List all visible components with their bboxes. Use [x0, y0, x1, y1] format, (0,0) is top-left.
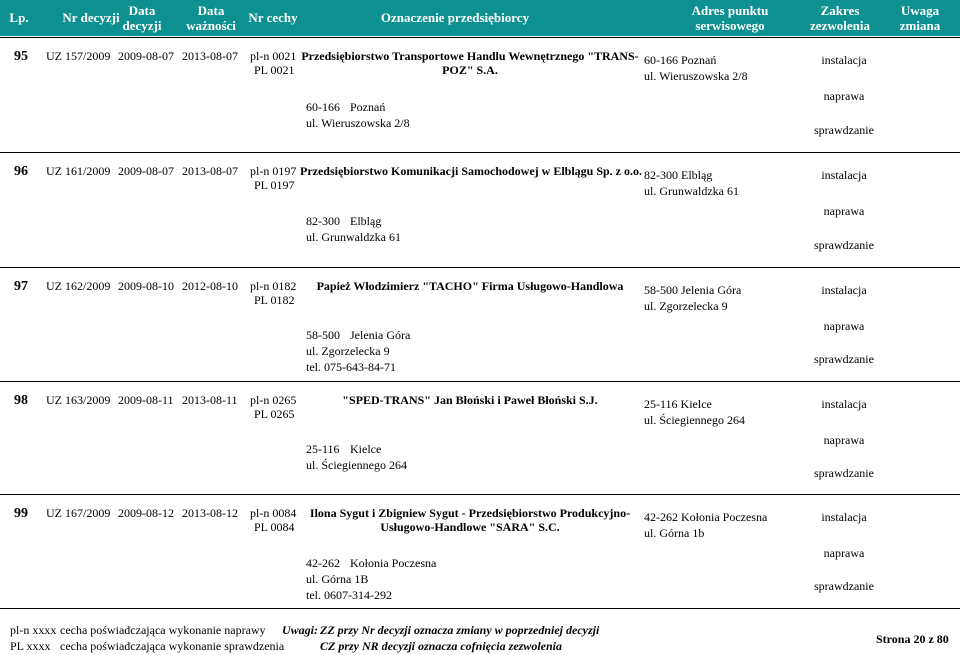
row-nr-decyzji: UZ 163/2009: [46, 393, 111, 407]
note-zz: ZZ przy Nr decyzji oznacza zmiany w poprzedniej decyzji: [320, 623, 600, 637]
header-adres-line2: serwisowego: [695, 18, 765, 33]
row-address-street: ul. Górna 1B: [306, 572, 369, 586]
row-scope-naprawa: naprawa: [823, 319, 865, 333]
header-data-decyzji-line1: Data: [128, 3, 156, 18]
row-address-city: Kielce: [350, 442, 382, 456]
row-divider: [0, 608, 960, 609]
header-data-decyzji: [112, 3, 172, 33]
row-data-decyzji: 2009-08-11: [118, 393, 174, 407]
row-scope-instalacja: instalacja: [821, 283, 867, 297]
row-scope-naprawa: naprawa: [823, 546, 865, 560]
row-address-code: 58-500: [306, 328, 340, 342]
legend-code-naprawy: pl-n xxxx: [10, 623, 57, 637]
header-data-waznosci-line1: Data: [197, 3, 225, 18]
header-uwaga: [880, 3, 960, 33]
row-scope-sprawdzanie: sprawdzanie: [814, 238, 874, 252]
row-data-waznosci: 2012-08-10: [182, 279, 238, 293]
header-uwaga-line2: zmiana: [899, 18, 941, 33]
row-divider: [0, 267, 960, 268]
row-company-name: Papież Włodzimierz "TACHO" Firma Usługowo-Handlowa: [316, 279, 624, 293]
legend-text-naprawy: cecha poświadczająca wykonanie naprawy: [60, 623, 266, 637]
row-service-address-line1: 25-116 Kielce: [644, 397, 712, 411]
row-company-name: Przedsiębiorstwo Transportowe Handlu Wewnętrznego "TRANS-: [301, 49, 639, 63]
row-address-city: Poznań: [350, 100, 386, 114]
page-footer: [0, 620, 960, 655]
table-header: [0, 0, 960, 36]
note-cz: CZ przy NR decyzji oznacza cofnięcia zezwolenia: [320, 639, 562, 653]
row-service-address-line1: 82-300 Elbląg: [644, 168, 713, 182]
row-address-code: 25-116: [306, 442, 340, 456]
row-data-waznosci: 2013-08-12: [182, 506, 238, 520]
row-cecha-sprawdzenia: PL 0021: [254, 63, 295, 77]
legend-code-sprawdzenia: PL xxxx: [10, 639, 51, 653]
row-scope-sprawdzanie: sprawdzanie: [814, 123, 874, 137]
row-address-street: ul. Wieruszowska 2/8: [306, 116, 410, 130]
row-scope-sprawdzanie: sprawdzanie: [814, 352, 874, 366]
header-bottom-rule: [0, 37, 960, 38]
header-adres: [660, 3, 800, 33]
row-data-decyzji: 2009-08-10: [118, 279, 174, 293]
notes-label: Uwagi:: [282, 623, 318, 637]
row-scope-instalacja: instalacja: [821, 53, 867, 67]
row-data-waznosci: 2013-08-07: [182, 164, 238, 178]
row-lp: 95: [14, 49, 28, 64]
row-service-address-line1: 60-166 Poznań: [644, 53, 717, 67]
row-cecha-sprawdzenia: PL 0265: [254, 407, 295, 421]
row-address-street: ul. Zgorzelecka 9: [306, 344, 390, 358]
row-address-code: 82-300: [306, 214, 340, 228]
row-address-street: ul. Grunwaldzka 61: [306, 230, 401, 244]
row-divider: [0, 494, 960, 495]
row-company-name-cont: POZ" S.A.: [442, 63, 498, 77]
row-address-tel: tel. 075-643-84-71: [306, 360, 396, 374]
row-scope-instalacja: instalacja: [821, 168, 867, 182]
header-data-decyzji-line2: decyzji: [122, 18, 162, 33]
row-company-name: "SPED-TRANS" Jan Błoński i Paweł Błoński S.J.: [342, 393, 598, 407]
row-scope-naprawa: naprawa: [823, 89, 865, 103]
header-lp: Lp.: [9, 10, 29, 25]
row-service-address-line2: ul. Zgorzelecka 9: [644, 299, 728, 313]
row-cecha-sprawdzenia: PL 0197: [254, 178, 295, 192]
page-number: Strona 20 z 80: [876, 632, 949, 646]
row-lp: 96: [14, 164, 28, 179]
row-data-decyzji: 2009-08-07: [118, 49, 174, 63]
row-lp: 97: [14, 279, 28, 294]
row-address-city: Kołonia Poczesna: [350, 556, 437, 570]
row-company-name-cont: Usługowo-Handlowe "SARA" S.C.: [380, 520, 560, 534]
row-address-city: Jelenia Góra: [350, 328, 411, 342]
header-uwaga-line1: Uwaga: [900, 3, 940, 18]
row-service-address-line2: ul. Ściegiennego 264: [644, 413, 745, 427]
row-service-address-line1: 58-500 Jelenia Góra: [644, 283, 742, 297]
row-lp: 99: [14, 506, 28, 521]
row-address-tel: tel. 0607-314-292: [306, 588, 392, 602]
header-zakres-line2: zezwolenia: [810, 18, 870, 33]
header-data-waznosci: [176, 3, 246, 33]
legend-text-sprawdzenia: cecha poświadczająca wykonanie sprawdzenia: [60, 639, 285, 653]
header-adres-line1: Adres punktu: [691, 3, 769, 18]
row-service-address-line2: ul. Wieruszowska 2/8: [644, 69, 748, 83]
header-nr-decyzji: Nr decyzji: [62, 10, 120, 25]
row-service-address-line2: ul. Górna 1b: [644, 526, 705, 540]
row-scope-naprawa: naprawa: [823, 433, 865, 447]
header-data-waznosci-line2: ważności: [186, 18, 236, 33]
header-zakres: [790, 3, 890, 33]
row-cecha-naprawy: pl-n 0084: [250, 506, 297, 520]
header-zakres-line1: Zakres: [820, 3, 860, 18]
row-data-waznosci: 2013-08-11: [182, 393, 238, 407]
header-oznaczenie: Oznaczenie przedsiębiorcy: [380, 10, 530, 25]
row-data-waznosci: 2013-08-07: [182, 49, 238, 63]
row-cecha-naprawy: pl-n 0197: [250, 164, 297, 178]
row-nr-decyzji: UZ 167/2009: [46, 506, 111, 520]
row-address-city: Elbląg: [350, 214, 382, 228]
row-address-street: ul. Ściegiennego 264: [306, 458, 407, 472]
row-scope-instalacja: instalacja: [821, 397, 867, 411]
row-company-name: Przedsiębiorstwo Komunikacji Samochodowej w Elblągu Sp. z o.o.: [300, 164, 643, 178]
row-scope-instalacja: instalacja: [821, 510, 867, 524]
row-service-address-line1: 42-262 Kołonia Poczesna: [644, 510, 768, 524]
row-lp: 98: [14, 393, 28, 408]
row-cecha-naprawy: pl-n 0182: [250, 279, 297, 293]
row-data-decyzji: 2009-08-12: [118, 506, 174, 520]
row-service-address-line2: ul. Grunwaldzka 61: [644, 184, 739, 198]
row-company-name: Ilona Sygut i Zbigniew Sygut - Przedsiębiorstwo Produkcyjno-: [309, 506, 631, 520]
row-divider: [0, 381, 960, 382]
row-address-code: 60-166: [306, 100, 340, 114]
row-nr-decyzji: UZ 162/2009: [46, 279, 111, 293]
row-divider: [0, 152, 960, 153]
row-cecha-sprawdzenia: PL 0182: [254, 293, 295, 307]
row-scope-sprawdzanie: sprawdzanie: [814, 466, 874, 480]
row-cecha-naprawy: pl-n 0265: [250, 393, 297, 407]
row-nr-decyzji: UZ 157/2009: [46, 49, 111, 63]
row-cecha-naprawy: pl-n 0021: [250, 49, 297, 63]
row-scope-naprawa: naprawa: [823, 204, 865, 218]
row-data-decyzji: 2009-08-07: [118, 164, 174, 178]
row-address-code: 42-262: [306, 556, 340, 570]
header-nr-cechy: Nr cechy: [248, 10, 298, 25]
row-nr-decyzji: UZ 161/2009: [46, 164, 111, 178]
row-cecha-sprawdzenia: PL 0084: [254, 520, 295, 534]
row-scope-sprawdzanie: sprawdzanie: [814, 579, 874, 593]
